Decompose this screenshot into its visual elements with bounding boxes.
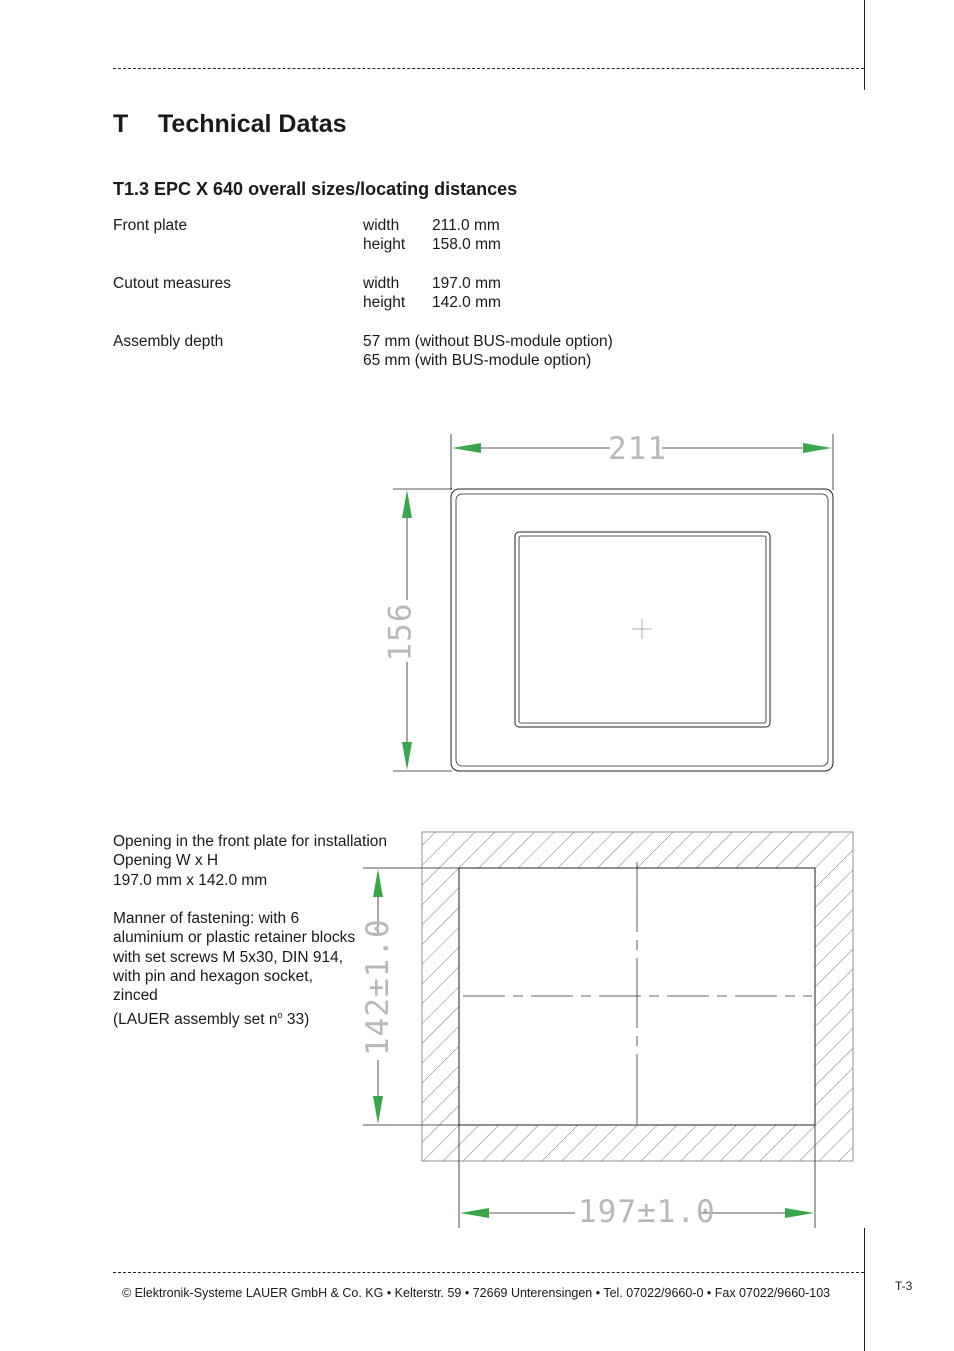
spec-key: height — [363, 236, 406, 253]
chapter-letter: T — [113, 110, 129, 138]
section-title: T1.3 EPC X 640 overall sizes/locating distances — [113, 179, 518, 199]
description-line: zinced — [113, 987, 158, 1005]
spec-value: 57 mm (without BUS-module option) — [363, 333, 613, 350]
arrow-left — [460, 1208, 489, 1218]
dimension-label-cutout-width: 197±1.0 — [578, 1194, 716, 1230]
description-line: 197.0 mm x 142.0 mm — [113, 871, 268, 889]
chapter-title: Technical Datas — [158, 110, 347, 138]
spec-key: height — [363, 294, 406, 311]
page-number: T-3 — [895, 1279, 913, 1293]
dimension-label-front-width: 211 — [608, 431, 667, 467]
spec-value: 197.0 mm — [432, 275, 501, 292]
footer-text: © Elektronik-Systeme LAUER GmbH & Co. KG • Kelterstr. 59 • 72669 Unterensingen • Tel. 07022/9660-0 • Fax 07022/9660-103 — [122, 1286, 831, 1300]
spec-label-cutout: Cutout measures — [113, 275, 232, 292]
description-line: aluminium or plastic retainer blocks — [113, 929, 356, 947]
spec-label-assembly-depth: Assembly depth — [113, 333, 224, 350]
description-line: with set screws M 5x30, DIN 914, — [113, 948, 343, 966]
arrow-right — [785, 1208, 814, 1218]
arrow-down — [373, 1096, 383, 1124]
description-line: with pin and hexagon socket, — [113, 968, 313, 986]
description-line: Opening W x H — [113, 852, 219, 870]
spec-value: 211.0 mm — [432, 217, 500, 234]
dimension-label-cutout-height: 142±1.0 — [360, 918, 396, 1056]
description-line: Manner of fastening: with 6 — [113, 910, 300, 928]
dimension-label-front-height: 156 — [382, 602, 419, 662]
spec-value: 158.0 mm — [432, 236, 501, 253]
installation-description — [113, 832, 413, 1029]
spec-key: width — [363, 275, 400, 292]
spec-key: width — [363, 217, 400, 234]
spec-value: 142.0 mm — [432, 294, 501, 311]
description-line: Opening in the front plate for installation — [113, 833, 388, 850]
spec-value: 65 mm (with BUS-module option) — [363, 352, 592, 369]
spec-label-front-plate: Front plate — [113, 217, 188, 234]
description-line: (LAUER assembly set $n^o$ 33) — [113, 1009, 310, 1028]
